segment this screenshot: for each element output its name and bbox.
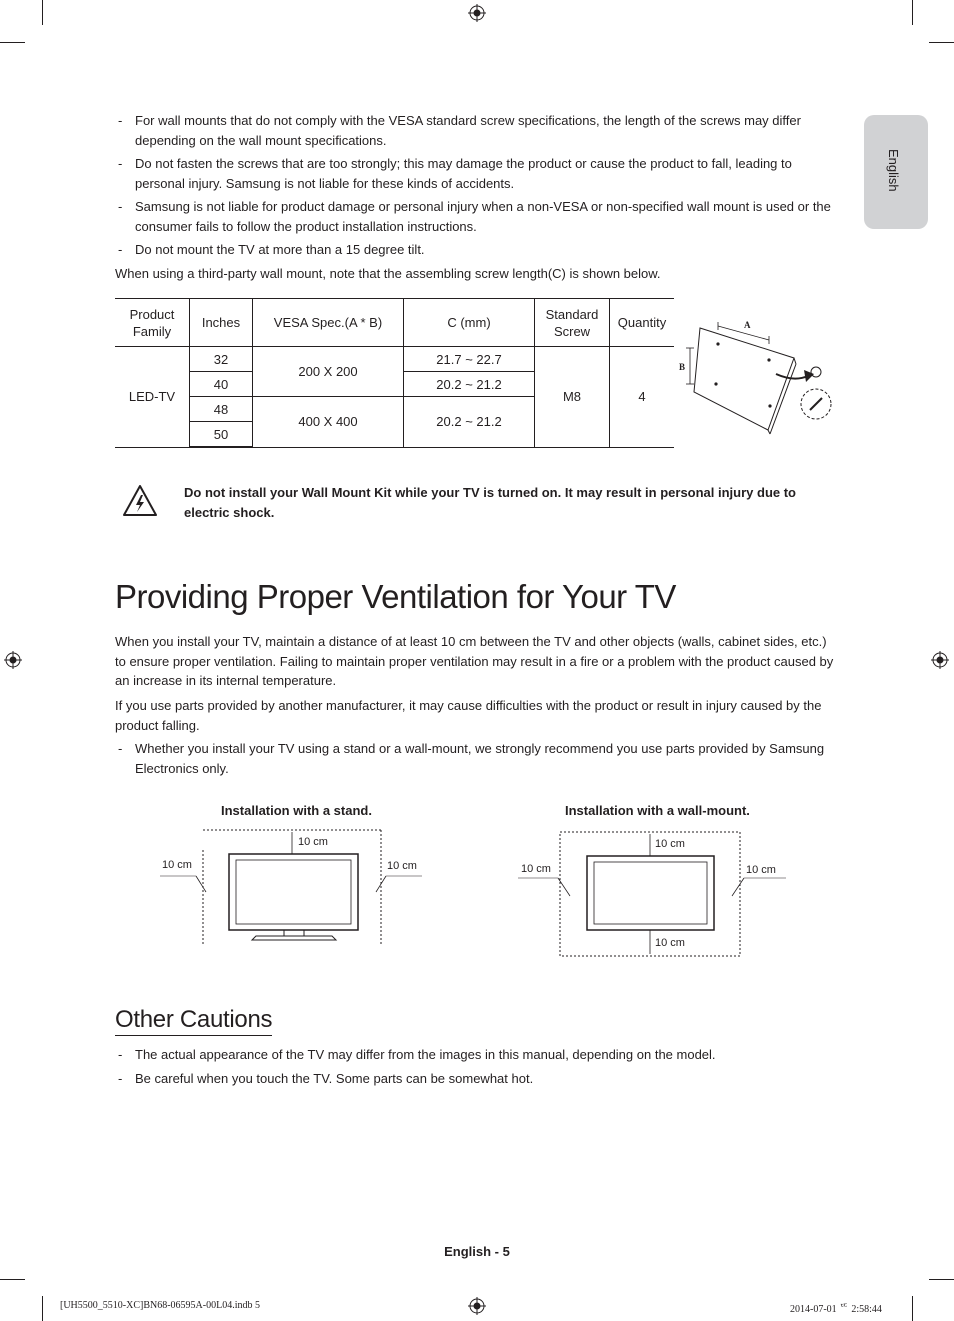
table-header-cell: VESA Spec.(A * B) [253,299,404,347]
crop-mark-bottom-right-h [929,1279,954,1280]
distance-label-left: 10 cm [521,863,551,875]
table-cell-quantity: 4 [610,347,675,448]
wall-mount-notes [115,111,840,264]
wall-ventilation-diagram [518,830,788,960]
list-item: - Samsung is not liable for product damage or personal injury when a non-VESA or non-specified wall mount is used or the consumer fails to follow the product installation instructions. [115,197,840,236]
distance-label-right: 10 cm [746,864,776,876]
screw-icon [811,367,821,377]
tv-outline [587,856,714,930]
screw-spec-table [115,298,674,448]
distance-label-bottom: 10 cm [655,937,685,949]
tv-back-panel [694,328,794,430]
table-header-cell: Quantity [610,299,675,347]
table-header-cell: Inches [190,299,253,347]
table-header-cell: Standard Screw [535,299,610,347]
language-side-tab-label: English [886,149,901,192]
ventilation-paragraph: When you install your TV, maintain a distance of at least 10 cm between the TV and other objects (walls, cabinet sides, etc.) to ensure proper ventilation. Failing to maintain proper ventilation may result in a fire or a problem with the product caused by an increase in its internal temperature. [115,634,834,688]
dimension-label-b: B [679,362,686,372]
table-cell-vesa: 400 X 400 [253,397,404,448]
ventilation-notes [115,739,840,782]
crop-mark-top-right-h [929,42,954,43]
crop-mark-top-left-h [0,42,25,43]
ventilation-paragraph: If you use parts provided by another manufacturer, it may cause difficulties with the product or result in injury caused by the product falling. [115,698,822,733]
section-title-ventilation: Providing Proper Ventilation for Your TV [115,578,676,615]
language-side-tab [864,115,928,229]
screw-length-intro: When using a third-party wall mount, note that the assembling screw length(C) is shown below. [115,266,661,281]
electric-shock-warning-icon [122,484,158,518]
table-row [115,347,674,372]
table-cell-product-family: LED-TV [115,347,190,448]
table-cell-inches: 40 [190,372,253,397]
warning-text: Do not install your Wall Mount Kit while your TV is turned on. It may result in personal injury due to electric shock. [184,485,797,520]
file-slug-right: 2014-07-01 ᄄ 2:58:44 [790,1304,882,1315]
table-cell-c-mm: 20.2 ~ 21.2 [404,397,535,448]
crop-mark-bottom-left-h [0,1279,25,1280]
wall-mount-screw-diagram [676,312,836,436]
tv-outline [229,854,358,930]
list-item: - The actual appearance of the TV may differ from the images in this manual, depending on the model. [115,1045,840,1065]
section-title-other-cautions: Other Cautions [115,1006,272,1036]
crop-mark-bottom-left-v [42,1296,43,1321]
distance-label-top: 10 cm [298,836,328,848]
stand-figure-caption: Installation with a stand. [221,803,372,818]
table-cell-inches: 32 [190,347,253,372]
table-cell-vesa: 200 X 200 [253,347,404,397]
page-number: English - 5 [444,1244,510,1259]
stand-ventilation-diagram [160,828,425,946]
registration-mark-icon [468,1297,486,1315]
other-cautions-list [115,1045,840,1092]
file-slug-left: [UH5500_5510-XC]BN68-06595A-00L04.indb 5 [60,1300,260,1311]
list-item: - Do not mount the TV at more than a 15 degree tilt. [115,240,840,260]
table-header-cell: C (mm) [404,299,535,347]
list-item: - Whether you install your TV using a stand or a wall-mount, we strongly recommend you use parts provided by Samsung Electronics only. [115,739,840,778]
crop-mark-top-right-v [912,0,913,25]
registration-mark-icon [931,651,949,669]
list-item: - Do not fasten the screws that are too strongly; this may damage the product or cause the product to fall, leading to personal injury. Samsung is not liable for these kinds of accidents. [115,154,840,193]
dimension-label-a: A [744,320,751,330]
table-cell-c-mm: 20.2 ~ 21.2 [404,372,535,397]
table-header-row [115,299,674,347]
list-item: - For wall mounts that do not comply with the VESA standard screw specifications, the length of the screws may differ depending on the wall mount specifications. [115,111,840,150]
list-item: - Be careful when you touch the TV. Some parts can be somewhat hot. [115,1069,840,1089]
table-cell-c-mm: 21.7 ~ 22.7 [404,347,535,372]
distance-label-right: 10 cm [387,860,417,872]
table-cell-standard-screw: M8 [535,347,610,448]
table-header-cell: Product Family [115,299,190,347]
table-cell-inches: 48 [190,397,253,422]
registration-mark-icon [4,651,22,669]
registration-mark-icon [468,4,486,22]
table-cell-inches: 50 [190,422,253,448]
wall-figure-caption: Installation with a wall-mount. [565,803,750,818]
distance-label-top: 10 cm [655,838,685,850]
crop-mark-bottom-right-v [912,1296,913,1321]
distance-label-left: 10 cm [162,859,192,871]
crop-mark-top-left-v [42,0,43,25]
